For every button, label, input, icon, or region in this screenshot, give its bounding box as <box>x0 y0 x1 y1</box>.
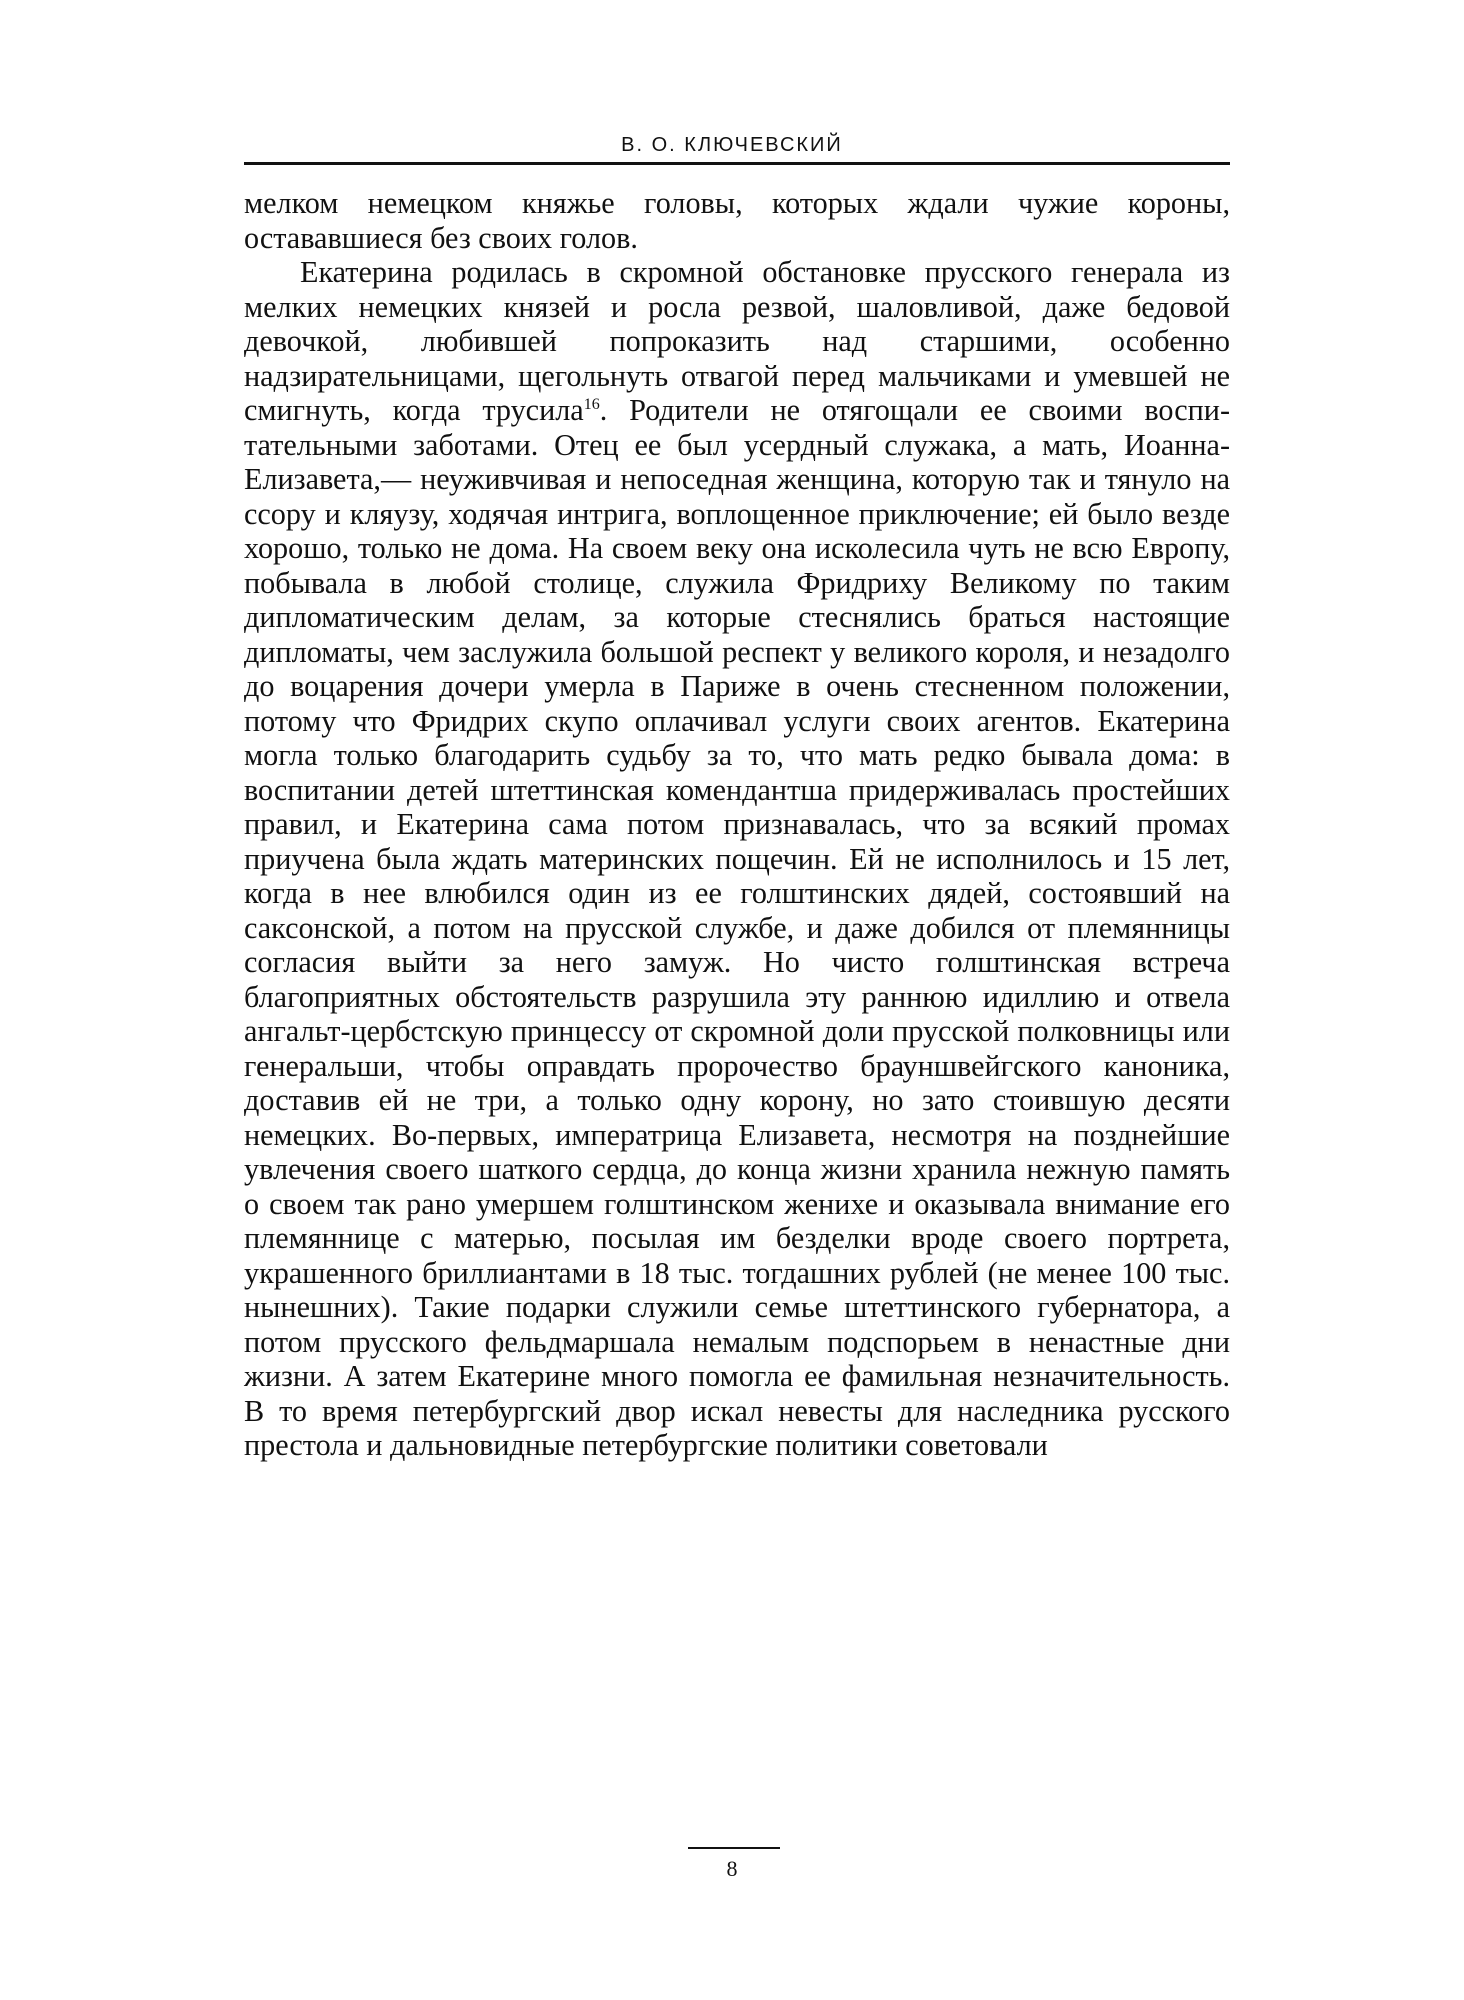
paragraph-continuation: мелком немецком княжье головы, которых ждали чужие короны, остававшиеся без своих голов. <box>244 186 1230 255</box>
body-text <box>244 186 1230 1463</box>
paragraph-catherine-birth <box>244 255 1230 1463</box>
paragraph-text-before-note: Екатерина родилась в скромной обстановке прусского генерала из мелких немецких князей и росла резвой, шаловливой, даже бедовой девочкой, любившей попроказить над старшими, особенно надзирательницами, щегольнуть отвагой перед мальчиками и умевшей не смигнуть, когда трусила <box>244 255 1230 427</box>
running-head: В. О. КЛЮЧЕВСКИЙ <box>621 134 843 156</box>
header-rule <box>244 162 1230 165</box>
footnote-reference[interactable]: 16 <box>583 395 600 413</box>
paragraph-text-after-note: . Родители не отягощали ее своими воспитательными заботами. Отец ее был усердный служака, а мать, Иоанна-Елизавета,— неуживчивая и непоседная женщина, которую так и тянуло на ссору и кляузу, ходячая интрига, воплощенное приключение; ей было везде хорошо, только не дома. На своем веку она исколесила чуть не всю Европу, побывала в любой столице, служила Фридриху Великому по таким дипломатическим делам, за которые стеснялись браться настоящие дипломаты, чем заслужила большой респект у великого короля, и незадолго до воцарения дочери умерла в Париже в очень стесненном положении, потому что Фридрих скупо оплачивал услуги своих агентов. Екатерина могла только благодарить судьбу за то, что мать редко бывала дома: в воспитании детей штеттинская комендантша придерживалась простейших правил, и Екатерина сама потом признавалась, что за всякий промах приучена была ждать материнских пощечин. Ей не исполнилось и 15 лет, когда в нее влюбился один из ее голштинских дядей, состоявший на саксонской, а потом на прусской службе, и даже добился от племянницы согласия выйти за него замуж. Но чисто голштинская встреча благоприятных обстоятельств разрушила эту раннюю идиллию и отвела ангальт-цербстскую принцессу от скромной доли прусской полковницы или генеральши, чтобы оправдать пророчество брауншвейгского каноника, доставив ей не три, а только одну корону, но зато стоившую десяти немецких. Во-первых, императрица Елизавета, несмотря на позднейшие увлечения своего шаткого сердца, до конца жизни хранила нежную память о своем так рано умершем голштинском женихе и оказывала внимание его племяннице с матерью, посылая им безделки вроде своего портрета, украшенного бриллиантами в 18 тыс. тогдашних рублей (не менее 100 тыс. нынешних). Такие подарки служили семье штеттинского губернатора, а потом прусского фельдмаршала немалым подспорьем в ненастные дни жизни. А затем Екатерине много помогла ее фамильная незначительность. В то время петербургский двор искал невесты для наследника русского престола и дальновидные петербургские политики советовали <box>244 393 1230 1462</box>
page-number: 8 <box>726 1856 738 1881</box>
folio-rule <box>688 1847 780 1849</box>
